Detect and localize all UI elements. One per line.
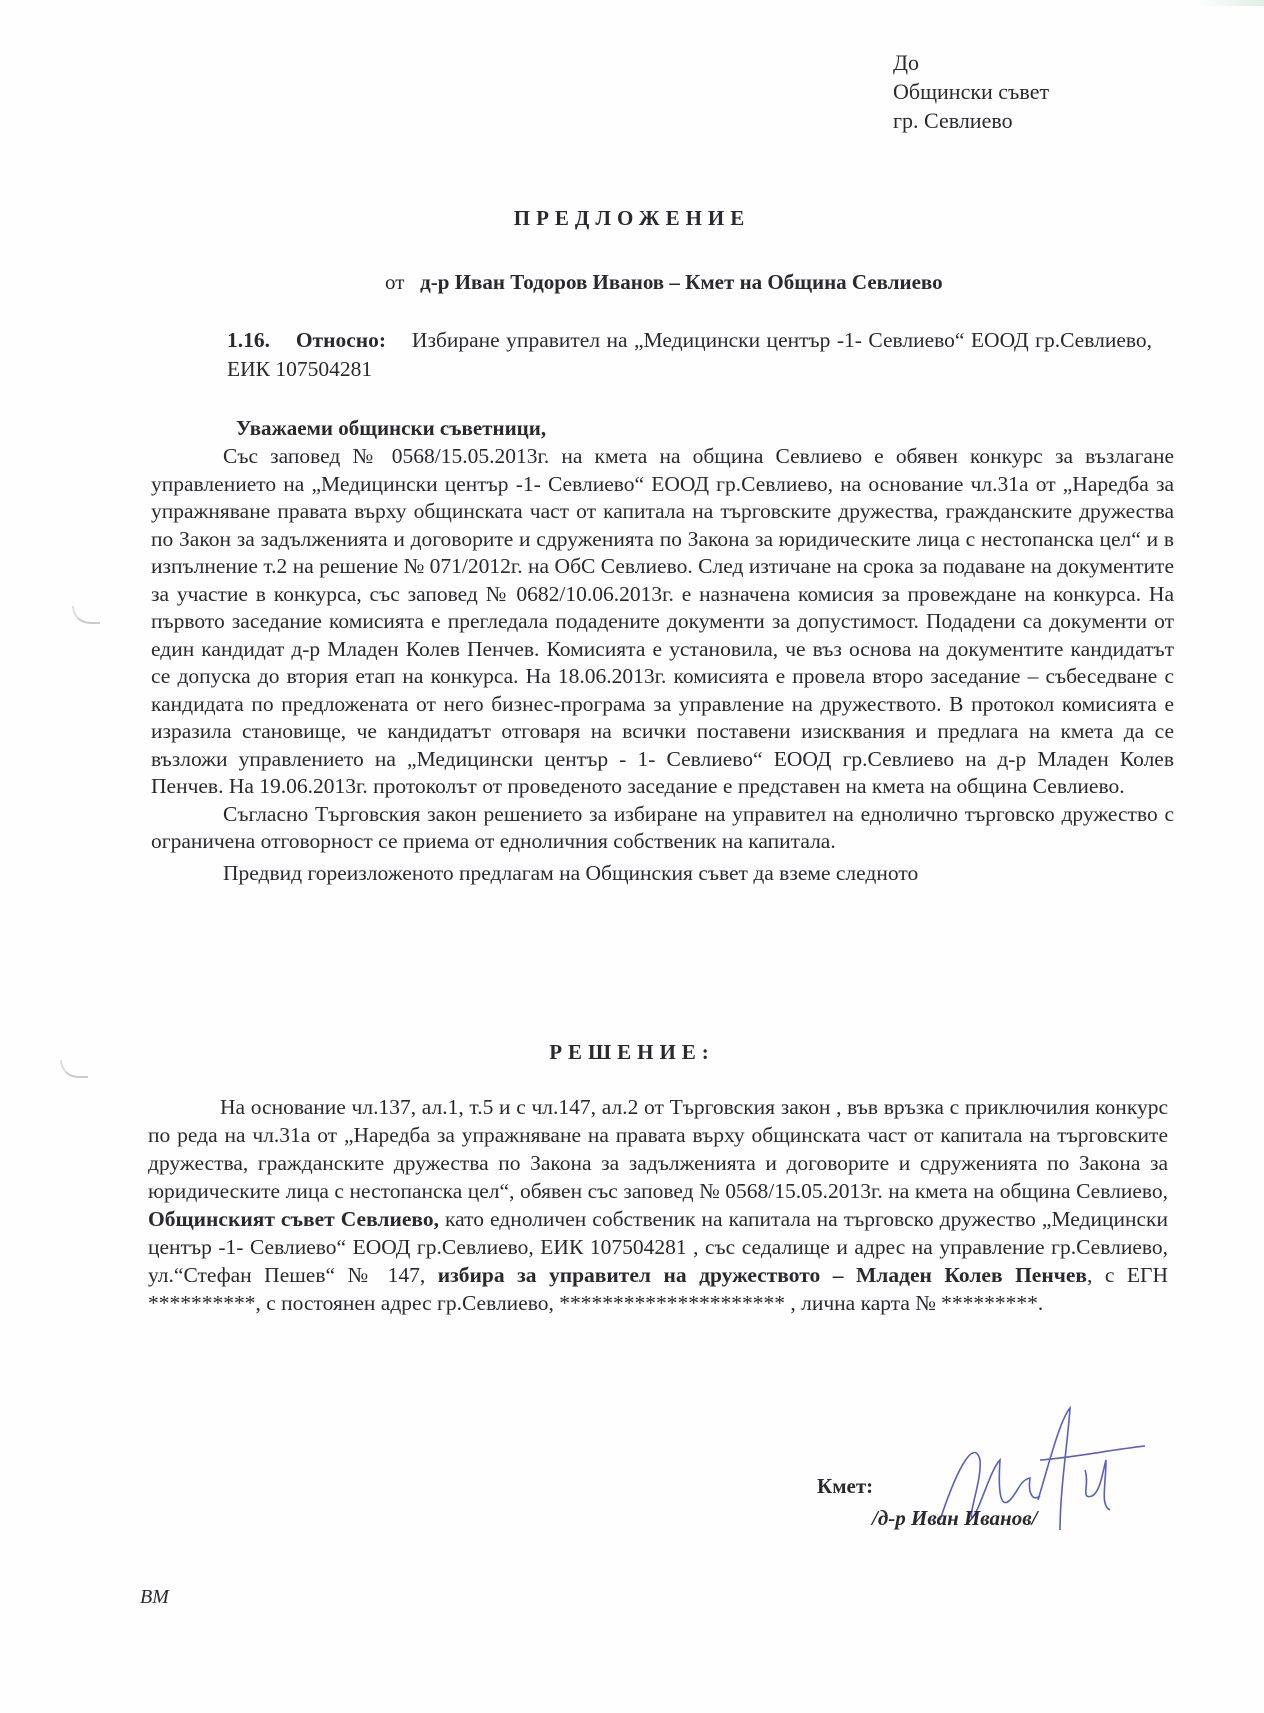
body-paragraph: Със заповед № 0568/15.05.2013г. на кмета на община Севлиево е обявен конкурс за възлагане управлението на „Медицински център -1- Севлиево“ ЕООД гр.Севлиево, на основание чл.31а от „Наредба за упражняване правата върху общинската част от капитала на търговските дружества, гражданските дружества по Закон за задълженията и договорите и сдруженията по Закона за юридическите лица с нестопанска цел“ и в изпълнение т.2 на решение № 071/2012г. на ОбС Севлиево. След изтичане на срока за подаване на документите за участие в конкурса, със заповед № 0682/10.06.2013г. е назначена комисия за провеждане на конкурса. На първото заседание комисията е прегледала подадените документи за допустимост. Подадени са документи от един кандидат д-р Младен Колев Пенчев. Комисията е установила, че въз основа на документите кандидатът се допуска до втория етап на конкурса. На 18.06.2013г. комисията е провела второ заседание – събеседване с кандидата по предложената от него бизнес-програма за управление на дружеството. В протокол комисията е изразила становище, че кандидатът отговаря на всички поставени изисквания и предлага на кмета да се възложи управлението на „Медицински център - 1- Севлиево“ ЕООД гр.Севлиево на д-р Младен Колев Пенчев. На 19.06.2013г. протоколът от проведеното заседание е представен на кмета на община Севлиево.: [151, 444, 1174, 798]
scan-edge-mark: [1194, 0, 1264, 6]
body-paragraph: Предвид гореизложеното предлагам на Общинския съвет да вземе следното: [223, 860, 919, 885]
decision-part: , с ЕГН **********, с постоянен адрес гр.Севлиево, ********************* , лична карта № *********.: [148, 1263, 1168, 1315]
decision-bold: избира за управител на дружеството – Младен Колев Пенчев: [437, 1263, 1087, 1287]
greeting: Уважаеми общински съветници,: [236, 416, 547, 440]
from-line: [385, 270, 943, 295]
decision-part: На основание чл.137, ал.1, т.5 и с чл.147, ал.2 от Търговския закон , във връзка с приключилия конкурс по реда на чл.31а от „Наредба за упражняване на правата върху общинската част от капитала на търговските дружества, гражданските дружества по Закона за задълженията и договорите и сдруженията по Закона за юридическите лица с нестопанска цел“, обявен със заповед № 0568/15.05.2013г. на кмета на община Севлиево,: [148, 1095, 1168, 1203]
from-author: д-р Иван Тодоров Иванов – Кмет на Община Севлиево: [420, 270, 943, 294]
subject-line: [227, 326, 1152, 384]
decision-text: [148, 1093, 1168, 1317]
document-title: ПРЕДЛОЖЕНИЕ: [513, 206, 751, 230]
subject-text: Избиране управител на „Медицински център -1- Севлиево“ ЕООД гр.Севлиево, ЕИК 107504281: [227, 328, 1153, 381]
from-prefix: от: [385, 270, 405, 294]
signature-name: /д-р Иван Иванов/: [872, 1506, 1038, 1530]
subject-number: 1.16.: [227, 328, 270, 352]
decision-title: РЕШЕНИЕ:: [549, 1040, 715, 1064]
punch-hole-mark: [72, 606, 100, 624]
decision-bold: Общинският съвет Севлиево,: [148, 1207, 439, 1231]
addressee-line: Общински съвет: [893, 79, 1050, 104]
addressee-line: До: [893, 50, 920, 75]
decision-part: като едноличен собственик на капитала на търговско дружество „Медицински център -1- Севлиево“ ЕООД гр.Севлиево, ЕИК 107504281 , със седалище и адрес на управление гр.Севлиево, ул.“Стефан Пешев“ № 147,: [148, 1207, 1169, 1287]
signature-label: Кмет:: [817, 1474, 874, 1498]
subject-label: Относно:: [295, 328, 387, 352]
author-initials: ВМ: [140, 1586, 169, 1608]
proposal-body: [151, 443, 1174, 887]
body-paragraph: Съгласно Търговския закон решението за избиране на управител на еднолично търговско дружество с ограничена отговорност се приема от едноличния собственик на капитала.: [151, 801, 1174, 853]
addressee-line: гр. Севлиево: [893, 108, 1013, 133]
addressee-block: [893, 48, 1049, 135]
